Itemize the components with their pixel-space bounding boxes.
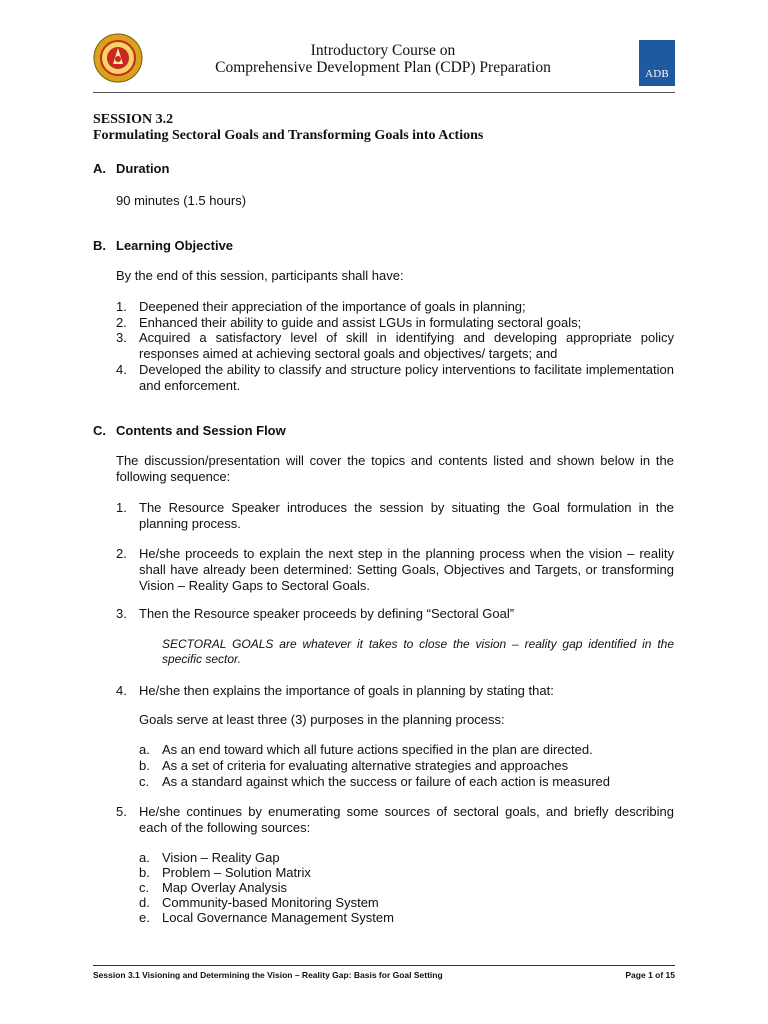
sub-list-letter: c.: [139, 774, 150, 789]
sub-list-text: Map Overlay Analysis: [162, 880, 287, 895]
sub-list-text: Local Governance Management System: [162, 910, 394, 925]
adb-logo-text: ADB: [645, 68, 669, 80]
sub-list-text: Vision – Reality Gap: [162, 850, 280, 865]
course-title: [160, 42, 606, 76]
contents-intro: The discussion/presentation will cover the topics and contents listed and shown below in the following sequence:: [116, 453, 674, 484]
list-text: Deepened their appreciation of the importance of goals in planning;: [139, 299, 526, 314]
section-letter: C.: [93, 423, 106, 438]
list-text: Then the Resource speaker proceeds by defining “Sectoral Goal”: [139, 606, 515, 621]
sub-list-item: [139, 865, 674, 881]
sub-list-letter: b.: [139, 758, 150, 773]
list-item: [116, 330, 674, 362]
sub-list-item: [139, 742, 674, 758]
sub-list-letter: a.: [139, 850, 150, 865]
sub-list-letter: d.: [139, 895, 150, 910]
sub-list-letter: a.: [139, 742, 150, 757]
list-number: 4.: [116, 683, 127, 698]
sub-list-letter: c.: [139, 880, 150, 895]
list-item: [116, 683, 674, 699]
objective-intro: By the end of this session, participants shall have:: [116, 268, 404, 283]
list-text: Acquired a satisfactory level of skill in identifying and developing appropriate policy responses aimed at achieving sectoral goals and objectives/ targets; and: [139, 330, 674, 361]
list-text: He/she continues by enumerating some sources of sectoral goals, and briefly describing each of the following sources:: [139, 804, 674, 835]
sub-list-text: As an end toward which all future actions specified in the plan are directed.: [162, 742, 593, 757]
sub-list-item: [139, 850, 674, 866]
list-item: [116, 606, 674, 622]
header-divider: [93, 92, 675, 93]
sub-list-item: [139, 758, 674, 774]
sub-list-text: Problem – Solution Matrix: [162, 865, 311, 880]
section-title: Learning Objective: [116, 238, 234, 253]
sub-list-item: [139, 880, 674, 896]
sectoral-goal-definition: SECTORAL GOALS are whatever it takes to close the vision – reality gap identified in the specific sector.: [162, 637, 674, 666]
list-number: 1.: [116, 299, 127, 314]
footer-session-label: Session 3.1 Visioning and Determining the Vision – Reality Gap: Basis for Goal Setting: [93, 970, 443, 980]
session-number: SESSION 3.2: [93, 112, 174, 127]
course-title-line2: Comprehensive Development Plan (CDP) Preparation: [215, 59, 551, 76]
sub-list-letter: e.: [139, 910, 150, 925]
section-letter: A.: [93, 161, 106, 176]
list-number: 2.: [116, 315, 127, 330]
sub-list-text: As a set of criteria for evaluating alternative strategies and approaches: [162, 758, 569, 773]
footer-divider: [93, 965, 675, 966]
list-item: [116, 804, 674, 836]
list-item: [116, 299, 674, 315]
purposes-intro: Goals serve at least three (3) purposes in the planning process:: [139, 712, 505, 727]
list-number: 1.: [116, 500, 127, 515]
list-text: Developed the ability to classify and structure policy interventions to facilitate implementation and enforcement.: [139, 362, 674, 393]
course-title-line1: Introductory Course on: [310, 42, 456, 59]
session-title: Formulating Sectoral Goals and Transforming Goals into Actions: [93, 128, 484, 143]
sub-list-item: [139, 910, 674, 926]
list-text: He/she then explains the importance of goals in planning by stating that:: [139, 683, 554, 698]
section-letter: B.: [93, 238, 106, 253]
list-number: 2.: [116, 546, 127, 561]
government-seal-icon: [93, 32, 143, 84]
list-item: [116, 546, 674, 594]
duration-text: 90 minutes (1.5 hours): [116, 193, 247, 208]
sub-list-item: [139, 895, 674, 911]
section-title: Contents and Session Flow: [116, 423, 286, 438]
sub-list-item: [139, 774, 674, 790]
list-item: [116, 500, 674, 532]
list-text: The Resource Speaker introduces the session by situating the Goal formulation in the planning process.: [139, 500, 674, 531]
list-number: 5.: [116, 804, 127, 819]
section-title: Duration: [116, 161, 170, 176]
list-text: Enhanced their ability to guide and assist LGUs in formulating sectoral goals;: [139, 315, 582, 330]
sub-list-text: Community-based Monitoring System: [162, 895, 379, 910]
list-number: 3.: [116, 606, 127, 621]
list-number: 3.: [116, 330, 127, 345]
list-item: [116, 362, 674, 394]
list-text: He/she proceeds to explain the next step in the planning process when the vision – reality shall have already been determined: Setting Goals, Objectives and Targets, or transforming Vision – Reality Gaps to Sectoral Goals.: [139, 546, 674, 593]
sub-list-text: As a standard against which the success or failure of each action is measured: [162, 774, 611, 789]
list-item: [116, 315, 674, 331]
sub-list-letter: b.: [139, 865, 150, 880]
page-number: Page 1 of 15: [625, 970, 675, 980]
adb-logo: [639, 40, 675, 86]
list-number: 4.: [116, 362, 127, 377]
